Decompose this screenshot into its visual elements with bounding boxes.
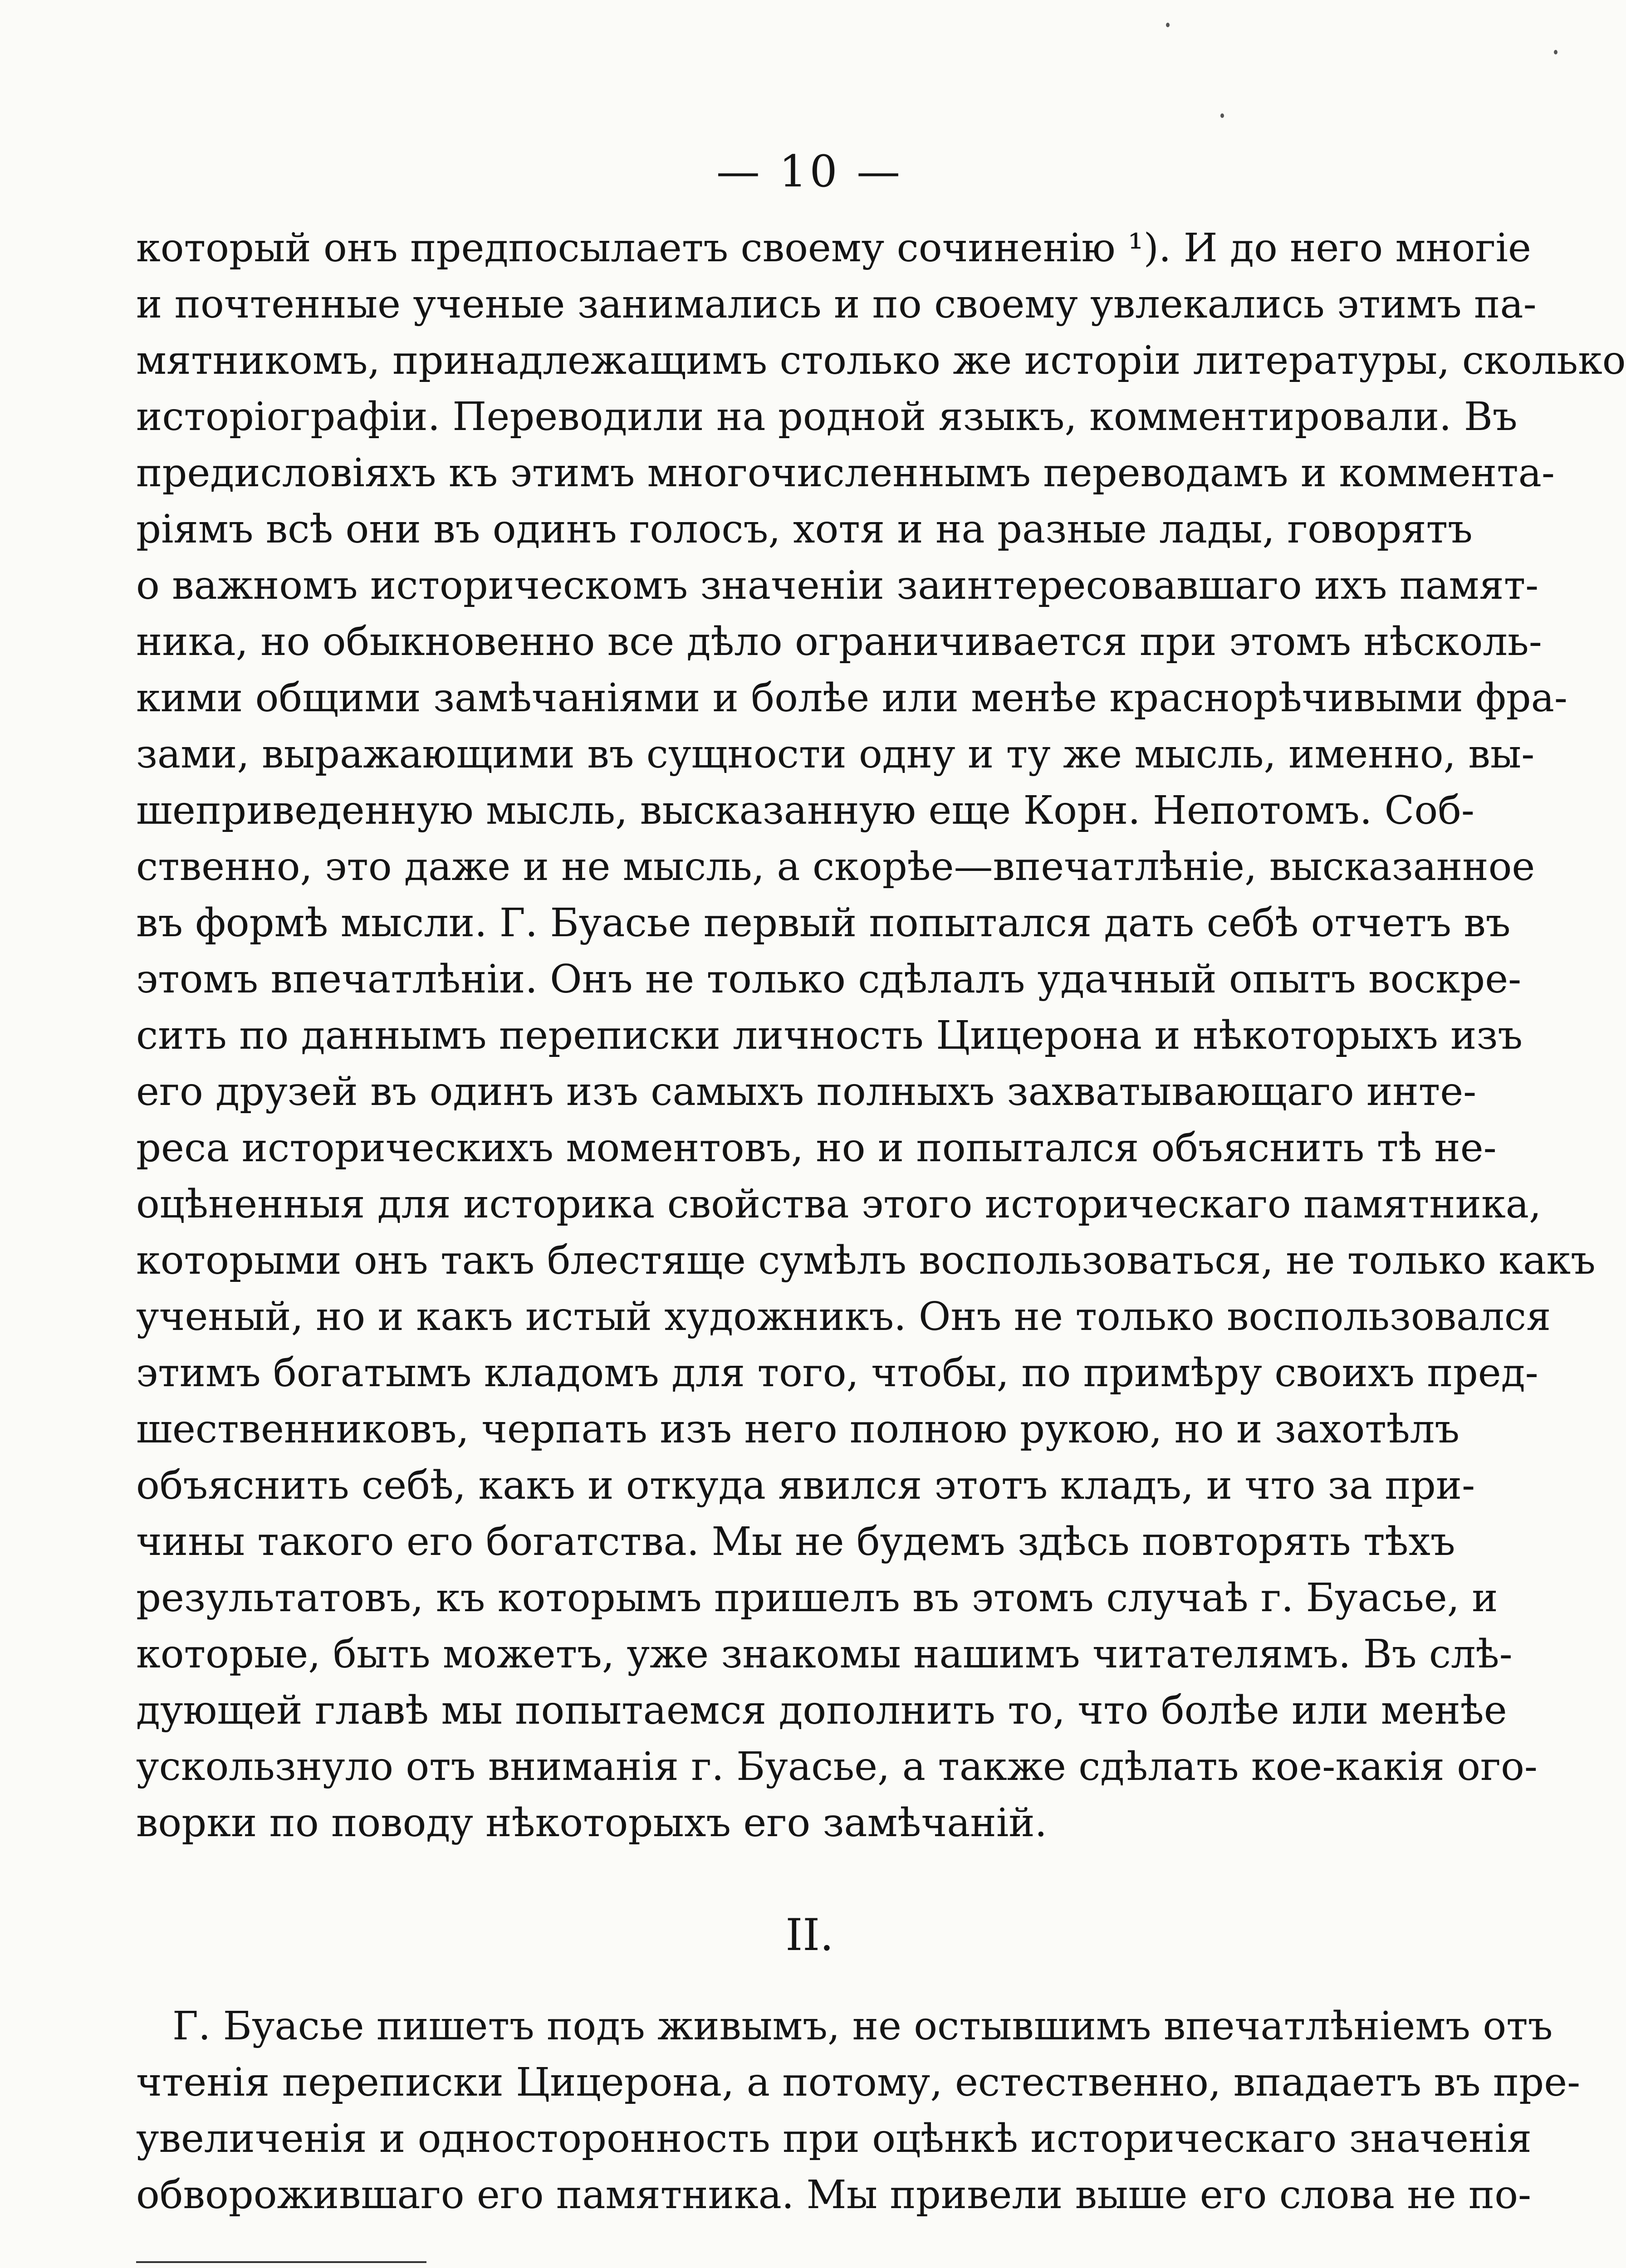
text-line: дующей главѣ мы попытаемся дополнить то, что болѣе или менѣе: [136, 1688, 1507, 1733]
text-line: мятникомъ, принадлежащимъ столько же исторіи литературы, сколько: [136, 338, 1626, 383]
text-line: обворожившаго его памятника. Мы привели выше его слова не по-: [136, 2172, 1532, 2218]
text-line: въ формѣ мысли. Г. Буасье первый попытался дать себѣ отчетъ въ: [136, 900, 1511, 946]
section-heading: II.: [785, 1910, 834, 1960]
text-line: результатовъ, къ которымъ пришелъ въ этомъ случаѣ г. Буасье, и: [136, 1575, 1498, 1621]
text-line: объяснить себѣ, какъ и откуда явился этотъ кладъ, и что за при-: [136, 1463, 1475, 1508]
text-line: о важномъ историческомъ значеніи заинтересовавшаго ихъ памят-: [136, 563, 1539, 608]
text-line: ника, но обыкновенно все дѣло ограничивается при этомъ нѣсколь-: [136, 619, 1542, 665]
text-line: ворки по поводу нѣкоторыхъ его замѣчаній.: [136, 1800, 1047, 1846]
paragraph-2: [136, 1998, 1581, 2223]
text-line: его друзей въ одинъ изъ самыхъ полныхъ захватывающаго инте-: [136, 1069, 1477, 1114]
scan-speck: [1554, 50, 1557, 54]
text-line: шеприведенную мысль, высказанную еще Корн. Непотомъ. Соб-: [136, 788, 1474, 833]
scan-speck: [1166, 23, 1170, 27]
text-line: кими общими замѣчаніями и болѣе или менѣе краснорѣчивыми фра-: [136, 675, 1567, 721]
text-line: сить по даннымъ переписки личность Цицерона и нѣкоторыхъ изъ: [136, 1013, 1523, 1058]
text-line: зами, выражающими въ сущности одну и ту же мысль, именно, вы-: [136, 732, 1535, 777]
page-number: — 10 —: [716, 146, 903, 197]
text-line: этомъ впечатлѣніи. Онъ не только сдѣлалъ удачный опытъ воскре-: [136, 957, 1522, 1002]
text-line: ученый, но и какъ истый художникъ. Онъ не только воспользовался: [136, 1294, 1551, 1339]
text-line: и почтенные ученые занимались и по своему увлекались этимъ па-: [136, 282, 1537, 327]
text-line: оцѣненныя для историка свойства этого историческаго памятника,: [136, 1182, 1542, 1227]
scan-speck: [1220, 113, 1224, 118]
text-line: который онъ предпосылаетъ своему сочиненію ¹). И до него многіе: [136, 225, 1531, 271]
text-line: чины такого его богатства. Мы не будемъ здѣсь повторять тѣхъ: [136, 1519, 1455, 1564]
paragraph-1: [136, 220, 1626, 1851]
text-line: ускользнуло отъ вниманія г. Буасье, а также сдѣлать кое-какія ого-: [136, 1744, 1538, 1789]
text-line: ственно, это даже и не мысль, а скорѣе—впечатлѣніе, высказанное: [136, 844, 1535, 890]
text-line: реса историческихъ моментовъ, но и попытался объяснить тѣ не-: [136, 1125, 1497, 1171]
text-line: которыми онъ такъ блестяще сумѣлъ воспользоваться, не только какъ: [136, 1238, 1596, 1283]
text-line: предисловіяхъ къ этимъ многочисленнымъ переводамъ и коммента-: [136, 450, 1555, 496]
text-line: увеличенія и односторонность при оцѣнкѣ историческаго значенія: [136, 2116, 1532, 2161]
text-line: ріямъ всѣ они въ одинъ голосъ, хотя и на разные лады, говорятъ: [136, 507, 1473, 552]
text-line: этимъ богатымъ кладомъ для того, чтобы, по примѣру своихъ пред-: [136, 1350, 1538, 1396]
text-line: Г. Буасье пишетъ подъ живымъ, не остывшимъ впечатлѣніемъ отъ: [172, 2004, 1553, 2049]
text-line: которые, быть можетъ, уже знакомы нашимъ читателямъ. Въ слѣ-: [136, 1632, 1513, 1677]
footnote-rule: [136, 2261, 426, 2263]
text-line: чтенія переписки Цицерона, а потому, естественно, впадаетъ въ пре-: [136, 2060, 1581, 2105]
text-line: шественниковъ, черпать изъ него полною рукою, но и захотѣлъ: [136, 1407, 1460, 1452]
text-line: исторіографіи. Переводили на родной языкъ, комментировали. Въ: [136, 394, 1518, 440]
